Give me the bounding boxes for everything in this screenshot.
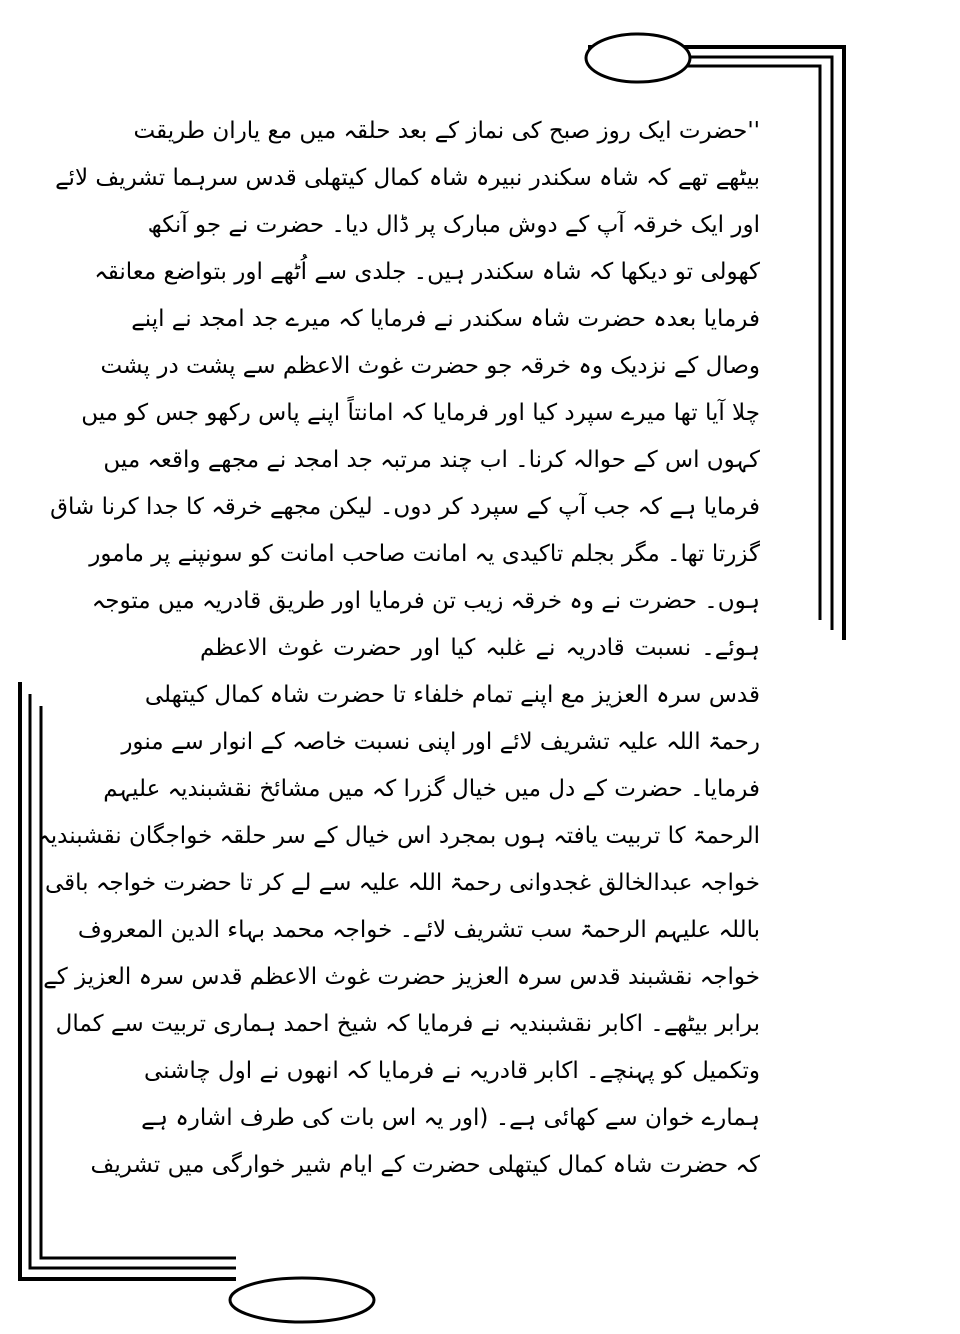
text-line: قدس سرہ العزیز مع اپنے تمام خلفاء تا حضرت شاہ کمال کیتھلی [144, 682, 760, 708]
text-line: ''حضرت ایک روز صبح کی نماز کے بعد حلقہ میں مع یاران طریقت [133, 118, 760, 144]
text-line: چلا آیا تھا میرے سپرد کیا اور فرمایا کہ امانتاً اپنے پاس رکھو جس کو میں [81, 400, 760, 426]
text-line: ہمارے خوان سے کھائی ہے۔ (اور یہ اس بات کی طرف اشارہ ہے [141, 1105, 760, 1131]
text-line: خواجہ عبدالخالق غجدوانی رحمۃ اللہ علیہ سے لے کر تا حضرت خواجہ باقی [45, 870, 760, 896]
text-line: وصال کے نزدیک وہ خرقہ جو حضرت غوث الاعظم سے پشت در پشت [100, 353, 760, 379]
text-line: وتکمیل کو پہنچے۔ اکابر قادریہ نے فرمایا کہ انھوں نے اول چاشنی [144, 1058, 760, 1084]
top-ornament-oval [586, 34, 690, 82]
text-line: خواجہ نقشبند قدس سرہ العزیز حضرت غوث الاعظم قدس سرہ العزیز کے [43, 964, 760, 990]
urdu-text-body [37, 108, 760, 1189]
text-line: ہوئے۔ نسبت قادریہ نے غلبہ کیا اور حضرت غوث الاعظم [200, 635, 760, 661]
text-line: ہوں۔ حضرت نے وہ خرقہ زیب تن فرمایا اور طریق قادریہ میں متوجہ [91, 588, 760, 614]
text-line: گزرتا تھا۔ مگر بجلم تاکیدی یہ امانت صاحب امانت کو سونپنے پر مامور [89, 541, 760, 567]
text-line: الرحمۃ کا تربیت یافتہ ہوں بمجرد اس خیال کے سر حلقہ خواجگان نقشبندیہ [37, 823, 760, 849]
text-line: فرمایا۔ حضرت کے دل میں خیال گزرا کہ میں مشائخ نقشبندیہ علیہم [103, 776, 760, 802]
text-line: اور ایک خرقہ آپ کے دوش مبارک پر ڈال دیا۔ حضرت نے جو آنکھ [147, 212, 760, 238]
text-line: رحمۃ اللہ علیہ تشریف لائے اور اپنی نسبت خاصہ کے انوار سے منور [121, 729, 760, 755]
text-line: بیٹھے تھے کہ شاہ سکندر نبیرہ شاہ کمال کیتھلی قدس سرہما تشریف لائے [55, 165, 760, 191]
text-line: کہ حضرت شاہ کمال کیتھلی حضرت کے ایام شیر خوارگی میں تشریف [90, 1152, 760, 1178]
text-line: باللہ علیہم الرحمۃ سب تشریف لائے۔ خواجہ محمد بہاء الدین المعروف [77, 917, 760, 943]
bottom-ornament-oval [230, 1278, 374, 1322]
text-line: کہوں اس کے حوالہ کرنا۔ اب چند مرتبہ جد امجد نے مجھے واقعہ میں [103, 447, 760, 473]
text-line: فرمایا بعدہ حضرت شاہ سکندر نے فرمایا کہ میرے جد امجد نے اپنے [131, 306, 760, 332]
text-line: کھولی تو دیکھا کہ شاہ سکندر ہیں۔ جلدی سے اُٹھے اور بتواضع معانقہ [94, 259, 760, 285]
text-line: فرمایا ہے کہ جب آپ کے سپرد کر دوں۔ لیکن مجھے خرقہ کا جدا کرنا شاق [50, 494, 760, 520]
text-line: برابر بیٹھے۔ اکابر نقشبندیہ نے فرمایا کہ شیخ احمد ہماری تربیت سے کمال [55, 1011, 760, 1037]
